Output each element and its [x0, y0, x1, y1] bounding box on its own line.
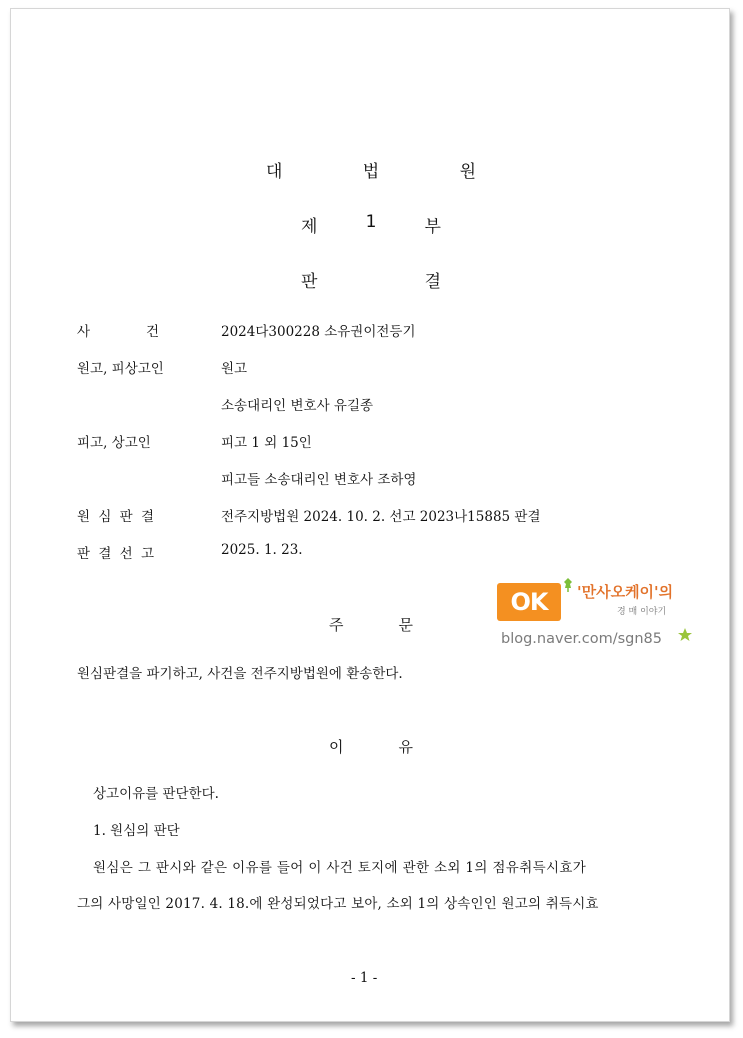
case-value-judgment-date: 2025. 1. 23.	[221, 542, 303, 558]
case-value-defendant: 피고 1 외 15인	[221, 435, 312, 451]
case-value-plaintiff: 원고	[221, 361, 248, 377]
blog-watermark	[497, 577, 707, 657]
case-value-case: 2024다300228 소유권이전등기	[221, 324, 416, 340]
division-char-1: 제	[301, 217, 318, 237]
doc-type-char-1: 판	[301, 272, 318, 292]
page-number: - 1 -	[351, 970, 378, 986]
doc-type-char-2: 결	[424, 272, 441, 292]
case-label-char-1: 사	[77, 324, 91, 340]
case-label-defendant: 피고, 상고인	[77, 435, 151, 451]
reasons-heading	[329, 736, 413, 757]
reasons-heading-char-2: 유	[398, 738, 413, 756]
reasons-paragraph-3: 원심은 그 판시와 같은 이유를 들어 이 사건 토지에 관한 소외 1의 점유취득시효가	[93, 860, 587, 876]
order-heading-char-2: 문	[398, 616, 413, 634]
case-label-plaintiff: 원고, 피상고인	[77, 361, 164, 377]
case-label-judgment-date: 판 결 선 고	[77, 546, 157, 562]
document-page	[10, 8, 730, 1022]
reasons-paragraph-2: 1. 원심의 판단	[93, 823, 180, 839]
reasons-paragraph-4: 그의 사망일인 2017. 4. 18.에 완성되었다고 보아, 소외 1의 상속인인 원고의 취득시효	[77, 896, 599, 912]
court-title	[266, 157, 476, 182]
case-value-original-judgment: 전주지방법원 2024. 10. 2. 선고 2023나15885 판결	[221, 509, 541, 525]
case-value-plaintiff-counsel: 소송대리인 변호사 유길종	[221, 398, 374, 414]
doc-type-title	[301, 267, 441, 292]
case-value-defendant-counsel: 피고들 소송대리인 변호사 조하영	[221, 472, 417, 488]
watermark-url: blog.naver.com/sgn85	[501, 631, 662, 647]
order-heading	[329, 614, 413, 635]
division-char-2: 1	[365, 212, 377, 232]
watermark-subtitle: 경 매 이야기	[617, 607, 667, 617]
court-title-char-3: 원	[459, 162, 476, 182]
division-title	[301, 212, 441, 237]
court-title-char-1: 대	[266, 162, 283, 182]
order-text: 원심판결을 파기하고, 사건을 전주지방법원에 환송한다.	[77, 666, 403, 682]
case-label-char-2: 건	[145, 324, 159, 340]
pin-icon	[561, 577, 575, 593]
reasons-paragraph-1: 상고이유를 판단한다.	[93, 786, 219, 802]
reasons-heading-char-1: 이	[329, 738, 344, 756]
case-label-original-judgment: 원 심 판 결	[77, 509, 157, 525]
star-icon	[677, 627, 693, 643]
order-heading-char-1: 주	[329, 616, 344, 634]
ok-logo-text: OK	[510, 588, 548, 616]
watermark-blog-name: '만사오케이'의	[577, 583, 674, 601]
court-title-char-2: 법	[362, 162, 380, 182]
case-label-case	[77, 320, 159, 340]
division-char-3: 부	[424, 217, 441, 237]
ok-logo	[497, 583, 561, 621]
